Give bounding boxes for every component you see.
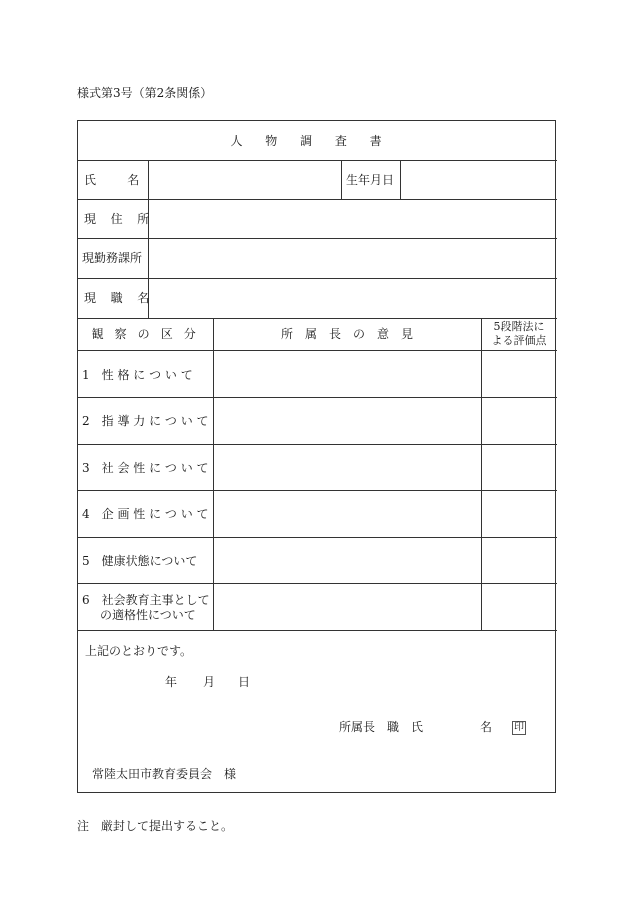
birthdate-label: 生年月日	[346, 173, 395, 187]
row-divider	[78, 318, 557, 319]
score-header	[481, 320, 557, 348]
item-sociability-opinion[interactable]	[213, 445, 481, 490]
opinion-header: 所 属 長 の 意 見	[280, 327, 413, 341]
item-sociability-score[interactable]	[481, 445, 557, 490]
footnote: 注 厳封して提出すること。	[77, 819, 234, 833]
item-aptitude-label: 6 社会教育主事として	[82, 593, 210, 607]
date-day-label: 日	[238, 675, 251, 689]
signer-name-suffix: 名	[480, 720, 493, 734]
score-header-line1: 5段階法に	[493, 320, 545, 333]
address-label: 現 住 所	[84, 212, 155, 226]
item-health-score[interactable]	[481, 538, 557, 583]
item-health-opinion[interactable]	[213, 538, 481, 583]
item-planning-opinion[interactable]	[213, 491, 481, 537]
item-aptitude-opinion[interactable]	[213, 584, 481, 630]
form-title: 人物調査書	[230, 134, 405, 148]
seal-icon: 印	[514, 722, 524, 733]
item-aptitude-label-line2: の適格性について	[100, 608, 196, 622]
item-sociability-label: 3 社 会 性 に つ い て	[82, 461, 209, 475]
position-label: 現 職 名	[84, 291, 155, 305]
column-divider	[341, 160, 342, 199]
item-leadership-score[interactable]	[481, 398, 557, 444]
birthdate-field[interactable]	[400, 161, 557, 199]
category-header: 観 察 の 区 分	[91, 327, 200, 341]
department-label: 現勤務課所	[82, 251, 143, 265]
name-label: 氏 名	[84, 173, 142, 187]
item-leadership-label: 2 指 導 力 に つ い て	[82, 414, 209, 428]
position-field[interactable]	[148, 279, 557, 318]
row-divider	[78, 630, 557, 631]
department-field[interactable]	[148, 239, 557, 278]
item-personality-score[interactable]	[481, 351, 557, 397]
address-field[interactable]	[148, 200, 557, 238]
item-personality-label: 1 性 格 に つ い て	[82, 368, 193, 382]
item-health-label: 5 健康状態について	[82, 554, 198, 568]
item-leadership-opinion[interactable]	[213, 398, 481, 444]
date-year-label: 年	[165, 675, 178, 689]
addressee: 常陸太田市教育委員会 様	[92, 767, 237, 781]
item-planning-label: 4 企 画 性 に つ い て	[82, 507, 209, 521]
item-personality-opinion[interactable]	[213, 351, 481, 397]
name-field[interactable]	[148, 161, 341, 199]
score-header-line2: よる評価点	[491, 334, 547, 347]
signer-title: 所属長 職 氏	[339, 720, 424, 734]
item-aptitude-score[interactable]	[481, 584, 557, 630]
form-number: 様式第3号（第2条関係）	[77, 86, 213, 100]
item-planning-score[interactable]	[481, 491, 557, 537]
date-month-label: 月	[203, 675, 216, 689]
seal-mark	[512, 719, 526, 735]
survey-form-table	[77, 120, 556, 793]
closing-statement: 上記のとおりです。	[85, 644, 193, 658]
